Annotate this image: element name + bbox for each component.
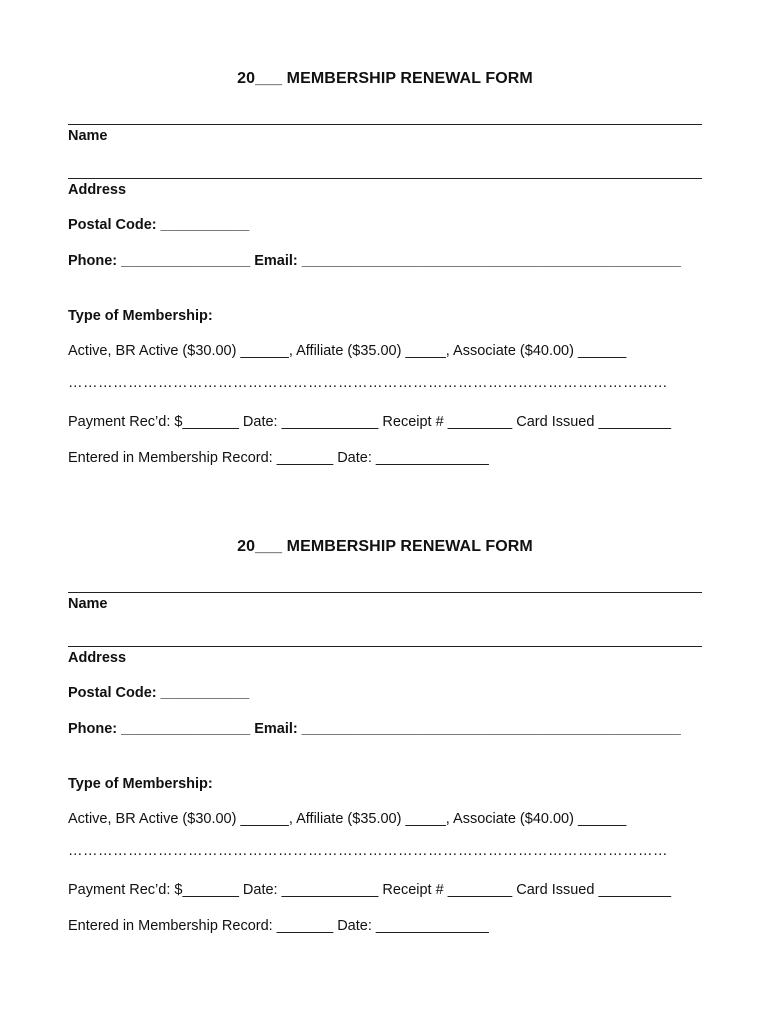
office-use-separator: ………………………………………………………………………………………………………… [68,375,668,391]
address-field-line[interactable] [68,178,702,179]
payment-received-line[interactable]: Payment Rec’d: $_______ Date: ____________ Receipt # ________ Card Issued _________ [68,414,672,430]
name-field-line[interactable] [68,124,702,125]
membership-type-label: Type of Membership: [68,776,213,792]
name-label: Name [68,128,108,144]
postal-code-field[interactable]: Postal Code: ___________ [68,217,250,233]
address-field-line[interactable] [68,646,702,647]
membership-type-label: Type of Membership: [68,308,213,324]
name-field-line[interactable] [68,592,702,593]
name-label: Name [68,596,108,612]
membership-options[interactable]: Active, BR Active ($30.00) ______, Affiliate ($35.00) _____, Associate ($40.00) ______ [68,343,627,359]
renewal-form-1 [0,0,770,466]
address-label: Address [68,182,127,198]
form-title: 20___ MEMBERSHIP RENEWAL FORM [237,70,533,87]
membership-record-line[interactable]: Entered in Membership Record: _______ Date: ______________ [68,918,489,934]
phone-email-field[interactable]: Phone: ________________ Email: _______________________________________________ [68,253,681,269]
renewal-form-2 [0,468,770,934]
membership-options[interactable]: Active, BR Active ($30.00) ______, Affiliate ($35.00) _____, Associate ($40.00) ______ [68,811,627,827]
postal-code-field[interactable]: Postal Code: ___________ [68,685,250,701]
address-label: Address [68,650,127,666]
payment-received-line[interactable]: Payment Rec’d: $_______ Date: ____________ Receipt # ________ Card Issued _________ [68,882,672,898]
membership-record-line[interactable]: Entered in Membership Record: _______ Date: ______________ [68,450,489,466]
phone-email-field[interactable]: Phone: ________________ Email: _______________________________________________ [68,721,681,737]
office-use-separator: ………………………………………………………………………………………………………… [68,843,668,859]
form-title: 20___ MEMBERSHIP RENEWAL FORM [237,538,533,555]
